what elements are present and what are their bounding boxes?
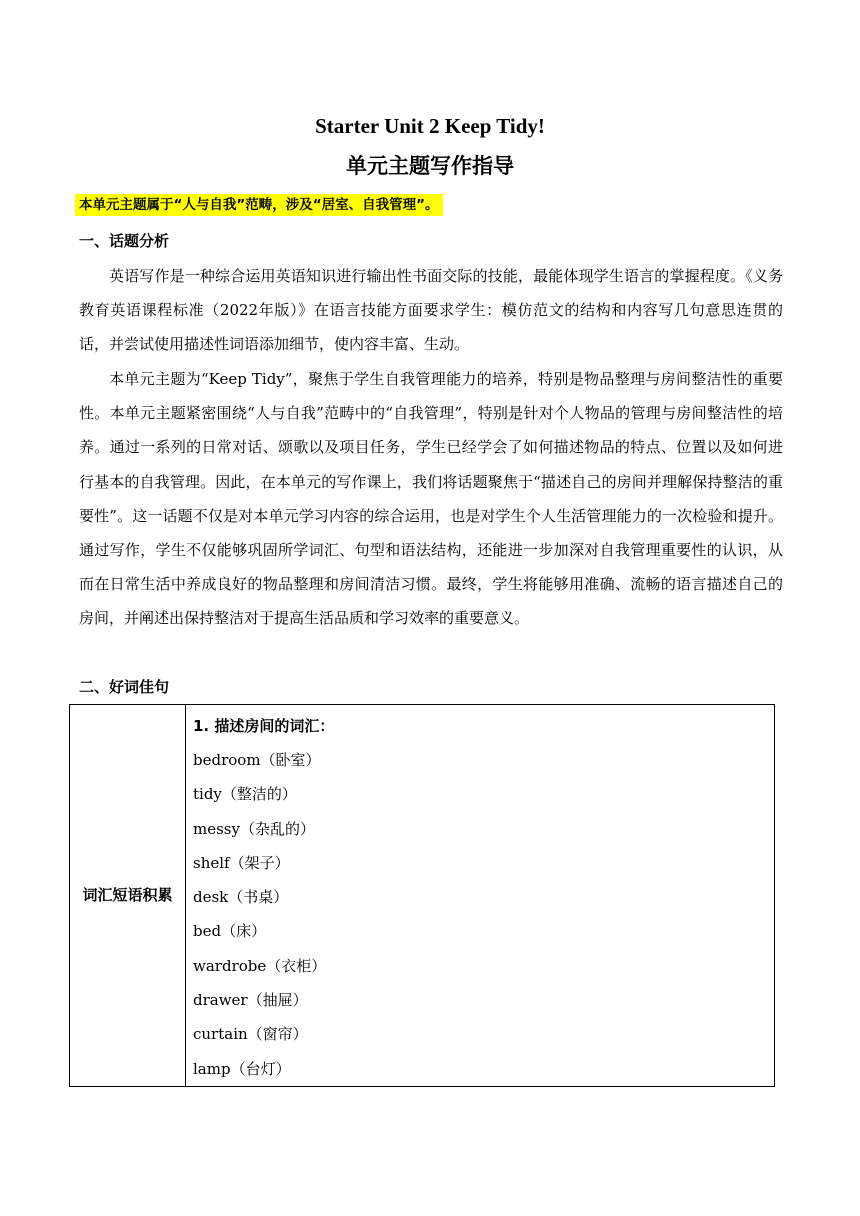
section-heading-good-words: 二、好词佳句 — [79, 678, 170, 696]
table-content-cell — [186, 705, 775, 1087]
document-title-cn: 单元主题写作指导 — [346, 154, 514, 178]
list-item: lamp（台灯） — [193, 1059, 291, 1078]
list-item: tidy（整洁的） — [193, 785, 297, 804]
list-item: bed（床） — [193, 922, 267, 941]
table-row — [70, 705, 775, 1087]
list-item: desk（书桌） — [193, 888, 289, 907]
paragraph-2: 本单元主题为“Keep Tidy”，聚焦于学生自我管理能力的培养，特别是物品整理与房间整洁性的重要性。本单元主题紧密围绕“人与自我”范畴中的“自我管理”，特别是针对个人物品的管理与房间整洁性的培养。通过一系列的日常对话、颂歌以及项目任务，学生已经学会了如何描述物品的特点、位置以及如何进行基本的自我管理。因此，在本单元的写作课上，我们将话题聚焦于“描述自己的房间并理解保持整洁的重要性”。这一话题不仅是对本单元学习内容的综合运用，也是对学生个人生活管理能力的一次检验和提升。通过写作，学生不仅能够巩固所学词汇、句型和语法结构，还能进一步加深对自我管理重要性的认识，从而在日常生活中养成良好的物品整理和房间清洁习惯。最终，学生将能够用准确、流畅的语言描述自己的房间，并阐述出保持整洁对于提高生活品质和学习效率的重要意义。 — [79, 370, 783, 628]
theme-note-highlight: 本单元主题属于“人与自我”范畴，涉及“居室、自我管理”。 — [75, 194, 443, 216]
list-item: drawer（抽屉） — [193, 991, 308, 1010]
vocab-list-heading: 1. 描述房间的词汇： — [193, 717, 335, 735]
list-item: curtain（窗帘） — [193, 1025, 308, 1044]
section-heading-topic-analysis: 一、话题分析 — [79, 232, 170, 250]
list-item: bedroom（卧室） — [193, 751, 321, 769]
paragraph-1: 英语写作是一种综合运用英语知识进行输出性书面交际的技能，最能体现学生语言的掌握程度。《义务教育英语课程标准（2022年版）》在语言技能方面要求学生：模仿范文的结构和内容写几句意思连贯的话，并尝试使用描述性词语添加细节，使内容丰富、生动。 — [79, 267, 783, 354]
list-item: wardrobe（衣柜） — [193, 956, 327, 975]
document-title-en: Starter Unit 2 Keep Tidy! — [315, 114, 545, 138]
vocabulary-table — [69, 704, 775, 1087]
table-label-cell — [70, 705, 186, 1087]
list-item: shelf（架子） — [193, 853, 290, 872]
list-item: messy（杂乱的） — [193, 819, 315, 838]
table-label: 词汇短语积累 — [82, 885, 173, 904]
